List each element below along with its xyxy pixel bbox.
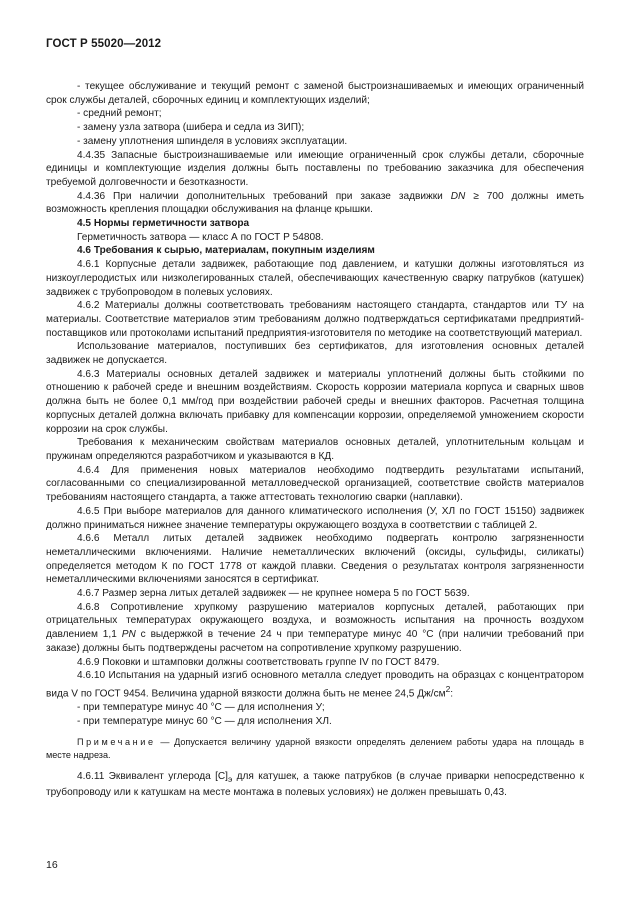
clause-4-6-6: 4.6.6 Металл литых деталей задвижек необходимо подвергать контролю загрязненности неметаллическими включениями. Наличие неметаллических включений (оксиды, сульфиды, силикаты) определяется методом К по ГОСТ 1778 от каждой плавки. Сведения о результатах контроля загрязненности неметаллическими включениями заносятся в сертификат. xyxy=(46,533,584,586)
clause-4-6-9: 4.6.9 Поковки и штамповки должны соответствовать группе IV по ГОСТ 8479. xyxy=(77,656,440,668)
clause-4-6-11 xyxy=(46,770,584,800)
list-item: - текущее обслуживание и текущий ремонт с заменой быстроизнашиваемых и имеющих ограниченный срок службы деталей, сборочных единиц и комплектующих изделий; xyxy=(46,81,584,106)
clause-text: 4.6.11 Эквивалент углерода [С] xyxy=(77,770,228,782)
clause-4-6-3-b: Требования к механическим свойствам материалов основных деталей, уплотнительным кольцам и пружинам определяются разработчиком и указываются в КД. xyxy=(46,437,584,462)
clause-4-6-5: 4.6.5 При выборе материалов для данного климатического исполнения (У, ХЛ по ГОСТ 15150) задвижек должно приниматься нижнее значение температуры окружающего воздуха в соответствии с таблицей 2. xyxy=(46,505,584,531)
clause-4-6-8 xyxy=(46,601,584,656)
clause-4-6-10 xyxy=(46,669,584,701)
list-item: - при температуре минус 60 °С — для исполнения ХЛ. xyxy=(77,715,332,727)
clause-4-6-1: 4.6.1 Корпусные детали задвижек, работающие под давлением, и катушки должны изготовляться из низкоуглеродистых или низколегированных сталей, обеспечивающих качественную сварку патрубков (катушек) задвижек с трубопроводом в полевых условиях. xyxy=(46,259,584,298)
pn-symbol: PN xyxy=(121,629,136,641)
clause-text: ≥ 700 должны иметь возможность крепления площадки обслуживания на фланце крышки. xyxy=(46,190,584,216)
superscript: 2 xyxy=(445,683,451,694)
clause-4-6-2-b: Использование материалов, поступивших без сертификатов, для изготовления основных деталей задвижек не допускается. xyxy=(46,341,584,367)
clause-4-4-35: 4.4.35 Запасные быстроизнашиваемые или имеющие ограниченный срок службы детали, сборочные единицы и комплектующие изделия должны быть поставлены по требованию заказчика для обеспечения требуемой долговечности и безотказности. xyxy=(46,149,584,188)
clause-4-5-text: Герметичность затвора — класс А по ГОСТ Р 54808. xyxy=(77,231,324,243)
standard-header: ГОСТ Р 55020—2012 xyxy=(46,38,162,50)
subscript: э xyxy=(228,773,233,784)
section-heading-4-6: 4.6 Требования к сырью, материалам, покупным изделиям xyxy=(77,245,375,257)
list-item: - замену уплотнения шпинделя в условиях эксплуатации. xyxy=(77,135,348,147)
clause-4-6-2: 4.6.2 Материалы должны соответствовать требованиям настоящего стандарта, стандартов или ТУ на материалы. Соответствие материалов этим требованиям должно подтверждаться сертификатами предприятий-поставщиков или протоколами испытаний предприятия-изготовителя по методике на соответствующий материал. xyxy=(46,300,584,339)
note xyxy=(46,736,584,761)
page-number: 16 xyxy=(46,859,58,871)
clause-text: : xyxy=(450,688,454,700)
list-item: - замену узла затвора (шибера и седла из ЗИП); xyxy=(77,122,305,134)
clause-4-6-4: 4.6.4 Для применения новых материалов необходимо подтвердить результатами испытаний, согласованными со специализированной металловедческой организацией, соответствие свойств материалов требованиям настоящего стандарта, а также аттестовать технологию сварки (наплавки). xyxy=(46,464,584,504)
clause-4-6-3: 4.6.3 Материалы основных деталей задвижек и материалы уплотнений должны быть стойкими по отношению к рабочей среде и внешним воздействиям. Скорость коррозии материала корпуса и сварных швов должна быть не более 0,1 мм/год при воздействии рабочей среды и внешних факторов. Расчетная толщина корпусных деталей должна включать прибавку для компенсации коррозии, определяемой умножением скорости коррозии на срок службы. xyxy=(46,368,584,435)
section-heading-4-5: 4.5 Нормы герметичности затвора xyxy=(77,218,250,230)
document-body xyxy=(46,80,584,800)
list-item: - средний ремонт; xyxy=(77,108,162,120)
clause-text: 4.6.8 Сопротивление хрупкому разрушению материалов корпусных деталей, работающих при отрицательных температурах окружающего воздуха, и возможность испытания на прочность воздухом давлением 1,1 xyxy=(46,601,584,641)
clause-text: 4.4.36 При наличии дополнительных требований при заказе задвижки xyxy=(77,190,451,202)
clause-text: 4.6.10 Испытания на ударный изгиб основного металла следует проводить на образцах с концентратором вида V по ГОСТ 9454. Величина ударной вязкости должна быть не менее 24,5 Дж/см xyxy=(46,670,584,700)
clause-text: для катушек, а также патрубков (в случае приварки непосредственно к трубопроводу или к катушкам на месте монтажа в полевых условиях) не должен превышать 0,43. xyxy=(46,770,584,799)
clause-text: с выдержкой в течение 24 ч при температуре минус 40 °С (при наличии требований при заказе) должны быть подтверждены расчетом на сопротивление хрупкому разрушению. xyxy=(46,629,585,654)
note-text: — Допускается величину ударной вязкости определять делением работы удара на площадь в месте надреза. xyxy=(46,737,584,760)
clause-4-4-36 xyxy=(46,190,584,217)
list-item: - при температуре минус 40 °С — для исполнения У; xyxy=(77,702,325,713)
note-label: Примечание xyxy=(77,737,156,748)
clause-4-6-7: 4.6.7 Размер зерна литых деталей задвижек — не крупнее номера 5 по ГОСТ 5639. xyxy=(77,588,470,600)
dn-symbol: DN xyxy=(450,190,466,202)
